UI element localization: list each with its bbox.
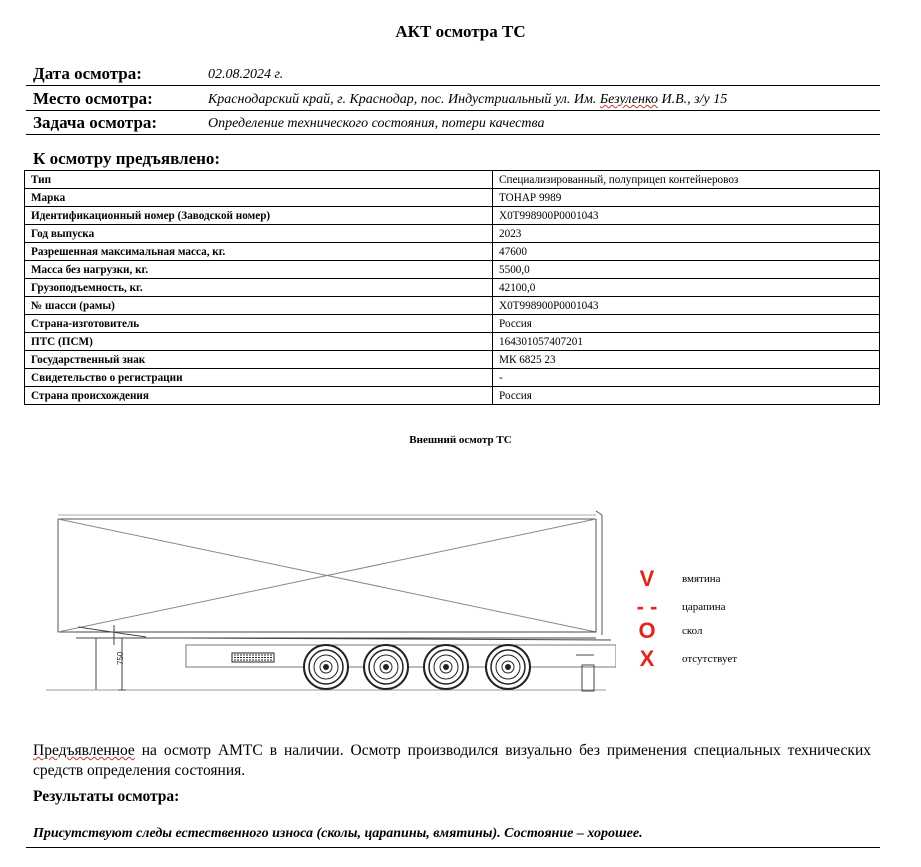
spec-key: ПТС (ПСМ) bbox=[25, 333, 493, 351]
spec-row bbox=[25, 261, 880, 279]
legend-mark: X bbox=[639, 646, 655, 671]
rear-bumper bbox=[576, 655, 594, 691]
spec-row bbox=[25, 189, 880, 207]
dimension-label: 750 bbox=[116, 651, 125, 665]
legend-label: вмятина bbox=[682, 573, 721, 585]
legend-label: отсутствует bbox=[682, 653, 738, 665]
wheel bbox=[486, 645, 530, 689]
spec-key: Свидетельство о регистрации bbox=[25, 369, 493, 387]
spec-key: Марка bbox=[25, 189, 493, 207]
spec-row bbox=[25, 315, 880, 333]
side-light-box bbox=[232, 653, 274, 662]
spec-value: Россия bbox=[493, 315, 880, 333]
spec-row bbox=[25, 171, 880, 189]
field-place-value bbox=[208, 92, 727, 108]
spec-value: 42100,0 bbox=[493, 279, 880, 297]
spec-value: X0T998900P0001043 bbox=[493, 297, 880, 315]
spec-value: ТОНАР 9989 bbox=[493, 189, 880, 207]
spec-value: 5500,0 bbox=[493, 261, 880, 279]
field-place-value-underlined: Безуленко bbox=[599, 92, 659, 107]
legend-mark: V bbox=[639, 566, 655, 591]
field-place-label: Место осмотра: bbox=[33, 89, 153, 108]
spec-row bbox=[25, 243, 880, 261]
spec-key: Грузоподъемность, кг. bbox=[25, 279, 493, 297]
field-date bbox=[26, 64, 880, 86]
spec-row bbox=[25, 225, 880, 243]
spec-key: Идентификационный номер (Заводской номер) bbox=[25, 207, 493, 225]
legend-label: царапина bbox=[682, 601, 726, 613]
spec-row bbox=[25, 387, 880, 405]
spec-value: 164301057407201 bbox=[493, 333, 880, 351]
spec-key: Страна происхождения bbox=[25, 387, 493, 405]
spec-value: - bbox=[493, 369, 880, 387]
field-place-value-pre: Краснодарский край, г. Краснодар, пос. Индустриальный ул. Им. bbox=[208, 92, 600, 107]
field-task-label: Задача осмотра: bbox=[33, 113, 158, 132]
paragraph-underlined-word: Предъявленное bbox=[33, 742, 135, 759]
spec-table bbox=[24, 170, 880, 405]
legend-label: скол bbox=[682, 625, 703, 637]
trailer-drawing bbox=[36, 505, 616, 700]
spec-value: X0T998900P0001043 bbox=[493, 207, 880, 225]
wheel bbox=[424, 645, 468, 689]
spec-value: Россия bbox=[493, 387, 880, 405]
spec-row bbox=[25, 207, 880, 225]
spec-key: Тип bbox=[25, 171, 493, 189]
field-place-value-post: И.В., з/у 15 bbox=[658, 92, 728, 107]
spec-key: Разрешенная максимальная масса, кг. bbox=[25, 243, 493, 261]
spec-row bbox=[25, 279, 880, 297]
spec-value: 2023 bbox=[493, 225, 880, 243]
spec-row bbox=[25, 351, 880, 369]
results-underline bbox=[26, 847, 880, 848]
wheel bbox=[364, 645, 408, 689]
field-date-value: 02.08.2024 г. bbox=[208, 67, 284, 82]
presented-heading: К осмотру предъявлено: bbox=[33, 149, 221, 168]
wheel bbox=[304, 645, 348, 689]
external-inspection-heading: Внешний осмотр ТС bbox=[409, 434, 512, 446]
spec-key: Масса без нагрузки, кг. bbox=[25, 261, 493, 279]
legend-mark: O bbox=[638, 618, 656, 643]
spec-row bbox=[25, 297, 880, 315]
legend-mark: - - bbox=[636, 594, 658, 619]
field-date-label: Дата осмотра: bbox=[33, 64, 142, 83]
spec-value: 47600 bbox=[493, 243, 880, 261]
inspection-paragraph bbox=[33, 741, 871, 781]
results-heading: Результаты осмотра: bbox=[33, 788, 180, 805]
field-task bbox=[26, 113, 880, 135]
spec-key: Страна-изготовитель bbox=[25, 315, 493, 333]
spec-value: МК 6825 23 bbox=[493, 351, 880, 369]
spec-value: Специализированный, полуприцеп контейнеровоз bbox=[493, 171, 880, 189]
container-body bbox=[58, 511, 602, 635]
field-task-value: Определение технического состояния, потери качества bbox=[208, 116, 545, 131]
paragraph-rest: на осмотр АМТС в наличии. Осмотр производился визуально без применения специальных технических средств определения состояния. bbox=[33, 742, 871, 779]
document-title: АКТ осмотра ТС bbox=[395, 22, 526, 41]
spec-key: № шасси (рамы) bbox=[25, 297, 493, 315]
spec-row bbox=[25, 369, 880, 387]
spec-key: Государственный знак bbox=[25, 351, 493, 369]
field-place bbox=[26, 89, 880, 111]
spec-key: Год выпуска bbox=[25, 225, 493, 243]
results-text: Присутствуют следы естественного износа (сколы, царапины, вмятины). Состояние – хорошее. bbox=[33, 826, 643, 841]
spec-row bbox=[25, 333, 880, 351]
